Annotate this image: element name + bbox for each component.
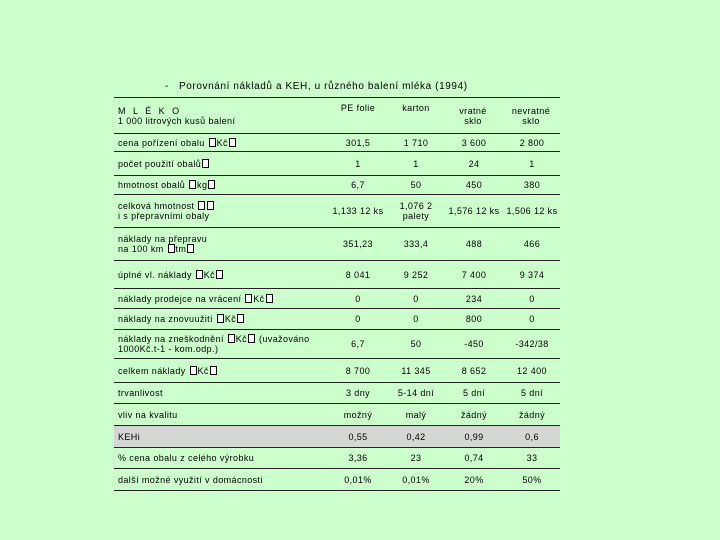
row-label-text: náklady na zneškodnění (118, 334, 227, 344)
table-header-row (114, 98, 560, 134)
row-label: další možné využití v domácnosti (114, 469, 328, 491)
row-unit: Kč (216, 137, 228, 148)
row-label-text: náklady na znovuužití (118, 314, 216, 324)
row-label (114, 359, 328, 383)
cell-value: 0 (502, 289, 560, 309)
cell-value: 8 652 (444, 359, 502, 383)
row-label-text: celkem náklady (118, 365, 189, 376)
row-label-text: hmotnost obalů (118, 180, 189, 190)
cell-value: 488 (444, 228, 502, 261)
row-label (114, 309, 328, 330)
row-label-text: cena pořízení obalu (118, 137, 208, 148)
cell-value: 0,01% (386, 469, 444, 491)
cell-value: 3 600 (444, 134, 502, 152)
row-label (114, 195, 328, 228)
cell-value: 1,576 12 ks (444, 195, 502, 228)
row-label-text: počet použití obalů (118, 158, 202, 169)
cell-value: 380 (502, 176, 560, 195)
cell-value: 1,076 2 palety (386, 195, 444, 228)
cell-value: 466 (502, 228, 560, 261)
table-row (114, 359, 560, 383)
cell-value: 0 (328, 309, 386, 330)
table-row (114, 152, 560, 176)
unknown-glyph-box (187, 244, 194, 253)
row-label (114, 228, 328, 261)
title-text: Porovnání nákladů a KEH, u různého balení mléka (1994) (179, 81, 468, 92)
cell-value: 3 dny (328, 383, 386, 404)
cell-value: možný (328, 404, 386, 426)
cell-value: 50% (502, 469, 560, 491)
row-label-text: náklady prodejce na vrácení (118, 293, 245, 304)
unknown-glyph-box (202, 159, 209, 168)
unknown-glyph-box (248, 334, 255, 343)
unknown-glyph-box (237, 314, 244, 323)
cell-value: -342/38 (502, 330, 560, 359)
cell-value: 0,99 (444, 426, 502, 448)
cell-value: 450 (444, 176, 502, 195)
row-label: vliv na kvalitu (114, 404, 328, 426)
cell-value: 6,7 (328, 176, 386, 195)
row-label (114, 152, 328, 176)
table-row (114, 404, 560, 426)
cell-value: 12 400 (502, 359, 560, 383)
cell-value: 6,7 (328, 330, 386, 359)
row-label (114, 261, 328, 289)
row-label (114, 289, 328, 309)
cell-value: 0,6 (502, 426, 560, 448)
cell-value: 50 (386, 330, 444, 359)
row-label-line2: 1000Kč.t-1 - kom.odp.) (118, 344, 219, 354)
cell-value: 50 (386, 176, 444, 195)
bullet-dash: - (165, 81, 169, 92)
table-row (114, 228, 560, 261)
table-row (114, 469, 560, 491)
cell-value: 1,506 12 ks (502, 195, 560, 228)
row-unit: tm (175, 244, 187, 254)
table-row (114, 261, 560, 289)
cell-value: -450 (444, 330, 502, 359)
row-label: KEHi (114, 426, 328, 448)
table-row (114, 448, 560, 469)
cell-value: 351,23 (328, 228, 386, 261)
row-label (114, 134, 328, 152)
unknown-glyph-box (245, 294, 252, 303)
cell-value: 3,36 (328, 448, 386, 469)
unknown-glyph-box (229, 138, 236, 147)
unknown-glyph-box (190, 366, 197, 375)
cell-value: 9 252 (386, 261, 444, 289)
cell-value: 0,74 (444, 448, 502, 469)
cell-value: 20% (444, 469, 502, 491)
table-row (114, 289, 560, 309)
header-label-line2: 1 000 litrových kusů balení (118, 115, 236, 126)
row-unit: Kč (197, 365, 209, 376)
unknown-glyph-box (209, 138, 216, 147)
cell-value: 234 (444, 289, 502, 309)
unknown-glyph-box (228, 334, 235, 343)
slide-title (165, 81, 468, 92)
cell-value: 33 (502, 448, 560, 469)
row-unit: kg (197, 180, 208, 190)
cell-value: 8 700 (328, 359, 386, 383)
header-label-cell (114, 98, 328, 134)
col-header-nevratne-sklo: nevratné sklo (502, 98, 560, 134)
row-label-text: celková hmotnost (118, 201, 198, 211)
cell-value: 0 (386, 289, 444, 309)
comparison-table (114, 97, 560, 491)
row-label (114, 330, 328, 359)
table-row (114, 195, 560, 228)
col-header-vratne-sklo: vratné sklo (444, 98, 502, 134)
row-label: % cena obalu z celého výrobku (114, 448, 328, 469)
cell-value: 8 041 (328, 261, 386, 289)
unknown-glyph-box (210, 366, 217, 375)
col-header-pe-folie: PE folie (328, 98, 386, 134)
table-row (114, 330, 560, 359)
cell-value: 0,42 (386, 426, 444, 448)
row-unit: Kč (203, 269, 216, 280)
cell-value: 0 (502, 309, 560, 330)
unknown-glyph-box (198, 201, 205, 210)
cell-value: 1 (386, 152, 444, 176)
cell-value: 0,01% (328, 469, 386, 491)
row-label: trvanlivost (114, 383, 328, 404)
cell-value: 7 400 (444, 261, 502, 289)
cell-value: 301,5 (328, 134, 386, 152)
cell-value: 0 (328, 289, 386, 309)
cell-value: 1,133 12 ks (328, 195, 386, 228)
cell-value: 333,4 (386, 228, 444, 261)
cell-value: žádný (502, 404, 560, 426)
unknown-glyph-box (217, 314, 224, 323)
cell-value: 2 800 (502, 134, 560, 152)
header-label-line1: M L É K O (118, 105, 182, 116)
cell-value: malý (386, 404, 444, 426)
cell-value: 0,55 (328, 426, 386, 448)
unknown-glyph-box (189, 180, 196, 189)
cell-value: 11 345 (386, 359, 444, 383)
cell-value: 23 (386, 448, 444, 469)
cell-value: žádný (444, 404, 502, 426)
row-label-note: (uvažováno (256, 334, 310, 344)
cell-value: 9 374 (502, 261, 560, 289)
cell-value: 5-14 dní (386, 383, 444, 404)
cell-value: 1 (328, 152, 386, 176)
table-row (114, 176, 560, 195)
row-unit: Kč (253, 293, 265, 304)
cell-value: 24 (444, 152, 502, 176)
table-row (114, 134, 560, 152)
unknown-glyph-box (266, 294, 273, 303)
row-unit: Kč (224, 314, 237, 324)
row-label (114, 176, 328, 195)
cell-value: 1 710 (386, 134, 444, 152)
cell-value: 800 (444, 309, 502, 330)
unknown-glyph-box (216, 270, 223, 279)
cell-value: 0 (386, 309, 444, 330)
table-row (114, 309, 560, 330)
row-label-line2: na 100 km (118, 244, 167, 254)
col-header-karton: karton (386, 98, 444, 134)
unknown-glyph-box (207, 201, 214, 210)
row-label-text: úplné vl. náklady (118, 269, 195, 280)
unknown-glyph-box (196, 270, 203, 279)
unknown-glyph-box (168, 244, 175, 253)
cell-value: 5 dní (502, 383, 560, 404)
row-label-text: náklady na přepravu (118, 234, 208, 244)
row-label-line2: i s přepravními obaly (118, 211, 210, 221)
table-row-highlighted (114, 426, 560, 448)
cell-value: 5 dní (444, 383, 502, 404)
row-unit: Kč (235, 334, 248, 344)
cell-value: 1 (502, 152, 560, 176)
table-row (114, 383, 560, 404)
unknown-glyph-box (208, 180, 215, 189)
